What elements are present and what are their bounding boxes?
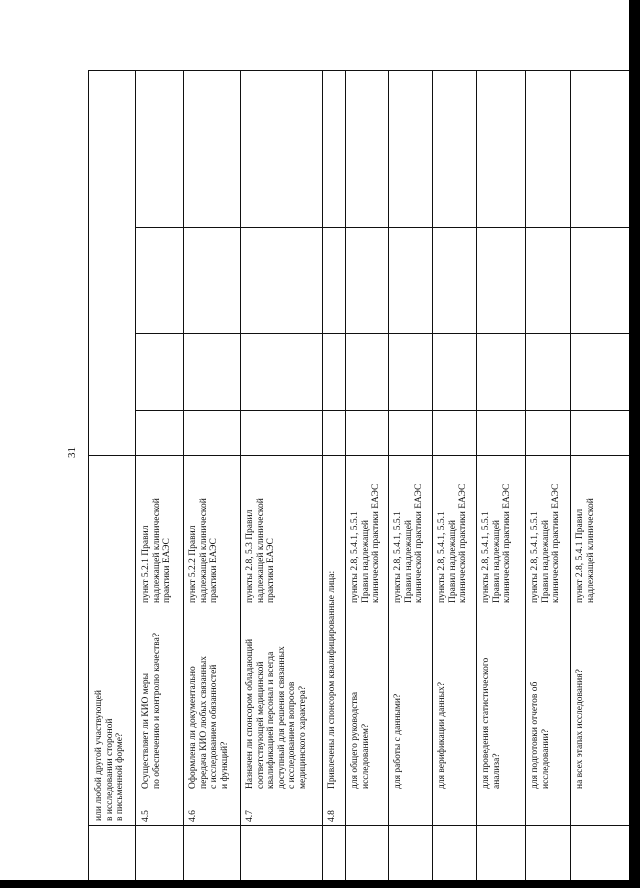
row-divider [432,70,433,880]
question-text: Назначен ли спонсором обладающий соответствующей медицинской квалификацией персонал и всегда доступный для решения связанных с исследованием вопросов медицинского характера? [245,638,308,789]
row-divider [570,70,571,880]
table-border-left [88,70,89,880]
reference-text: пункты 2.8, 5.4.1, 5.5.1 Правил надлежащей клинической практики ЕАЭС [530,483,561,603]
section-heading: Привлечены ли спонсором квалифицированные лица: [327,570,337,789]
row-number: 4.5 [141,810,151,822]
row-divider [525,70,526,880]
reference-text: пункт 5.2.1 Правил надлежащей клинической практики ЕАЭС [141,498,172,603]
question-text: или любой другой участвующей в исследовании стороной в письменной форме? [94,690,125,821]
scan-border-right [629,0,640,888]
scan-border-bottom [0,880,640,888]
reference-text: пункт 2.8, 5.4.1 Правил надлежащей клинической [575,498,596,603]
question-text: для работы с данными? [393,693,403,789]
reference-text: пункты 2.8, 5.4.1, 5.5.1 Правил надлежащей клинической практики ЕАЭС [393,483,424,603]
question-text: для подготовки отчетов об исследовании? [530,681,551,789]
reference-text: пункты 2.8, 5.4.1, 5.5.1 Правил надлежащей клинической практики ЕАЭС [350,483,381,603]
reference-text: пункты 2.8, 5.4.1, 5.5.1 Правил надлежащей клинической практики ЕАЭС [481,483,512,603]
col-divider-3 [135,333,629,334]
table-border-top [88,70,629,71]
question-text: на всех этапах исследования? [575,669,585,789]
row-divider [240,70,241,880]
question-text: для общего руководства исследованием? [350,691,371,789]
question-text: Осуществляет ли КИО меры по обеспечению и контролю качества? [141,632,162,789]
col-divider-num-question [88,825,629,826]
col-divider-4 [135,410,629,411]
col-divider-question-reference [88,455,629,456]
row-number: 4.7 [245,810,255,822]
reference-text: пункт 5.2.2 Правил надлежащей клинической практики ЕАЭС [188,498,219,603]
row-number: 4.8 [327,810,337,822]
row-divider [135,70,136,880]
row-divider [322,70,323,880]
row-divider [476,70,477,880]
row-divider [388,70,389,880]
question-text: Оформлена ли документально передача КИО любых связанных с исследованием обязанностей и функций? [188,655,230,789]
reference-text: пункты 2.8, 5.4.1, 5.5.1 Правил надлежащей клинической практики ЕАЭС [437,483,468,603]
row-divider [345,70,346,880]
reference-text: пункты 2.8, 5.3 Правил надлежащей клинической практики ЕАЭС [245,498,276,603]
question-text: для верификации данных? [437,682,447,789]
page-number: 31 [66,447,78,458]
col-divider-2 [135,227,629,228]
question-text: для проведения статистического анализа? [481,657,502,789]
row-divider [183,70,184,880]
row-number: 4.6 [188,810,198,822]
